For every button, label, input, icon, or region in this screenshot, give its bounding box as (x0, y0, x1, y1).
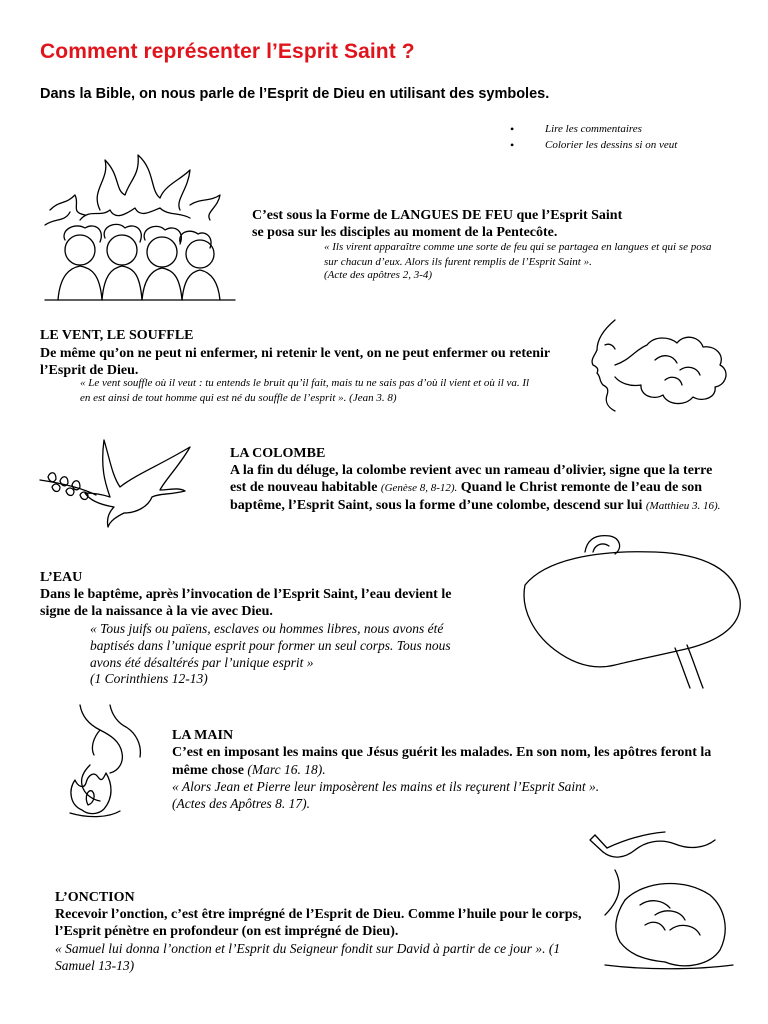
fire-line-2: se posa sur les disciples au moment de la Pentecôte. (252, 225, 558, 240)
fire-quote: « Ils virent apparaître comme une sorte de feu qui se partagea en langues et qui se posa sur chacun d’eux. Alors ils furent remplis de l’Esprit Saint ». (324, 241, 712, 268)
breath-illustration (585, 315, 735, 415)
dove-text (230, 462, 730, 515)
anointing-text: Recevoir l’onction, c’est être imprégné de l’Esprit de Dieu. Comme l’huile pour le corps, l’Esprit pénètre en profondeur (on est imprégné de Dieu). (55, 907, 582, 939)
anointing-illustration (585, 830, 735, 970)
dove-text-b: Quand le Christ remonte de l’eau de son baptême, l’Esprit Saint, sous la forme d’une colombe, descend sur lui (230, 480, 703, 513)
water-quote: « Tous juifs ou païens, esclaves ou hommes libres, nous avons été baptisés dans l’unique esprit pour former un seul corps. Tous nous avons été désaltérés par l’unique esprit » (90, 621, 451, 670)
page-title: Comment représenter l’Esprit Saint ? (40, 40, 415, 63)
dove-text-a: A la fin du déluge, la colombe revient avec un rameau d’olivier, signe que la terre est de nouveau habitable (230, 463, 713, 495)
water-heading: L’EAU (40, 570, 83, 585)
wind-heading: LE VENT, LE SOUFFLE (40, 328, 194, 343)
hand-quote: « Alors Jean et Pierre leur imposèrent les mains et ils reçurent l’Esprit Saint ». (172, 779, 600, 794)
hand-quote-reference: (Actes des Apôtres 8. 17). (172, 796, 310, 811)
fire-reference: (Acte des apôtres 2, 3-4) (324, 269, 433, 281)
page-subtitle: Dans la Bible, on nous parle de l’Esprit de Dieu en utilisant des symboles. (40, 86, 550, 102)
hand-text (172, 744, 732, 779)
hand-text-main: C’est en imposant les mains que Jésus guérit les malades. En son nom, les apôtres feront la même chose (172, 745, 712, 778)
instructions-list (510, 121, 677, 153)
water-text: Dans le baptême, après l’invocation de l’Esprit Saint, l’eau devient le signe de la naissance à la vie avec Dieu. (40, 587, 452, 619)
fire-line-1: C’est sous la Forme de LANGUES DE FEU que l’Esprit Saint (252, 208, 623, 223)
dove-reference-b: (Matthieu 3. 16). (645, 500, 721, 512)
hand-heading: LA MAIN (172, 728, 234, 743)
hand-reference: (Marc 16. 18). (247, 762, 326, 777)
wind-text: De même qu’on ne peut ni enfermer, ni retenir le vent, on ne peut enfermer ou retenir l’Esprit de Dieu. (40, 346, 550, 378)
tongues-of-fire-illustration (40, 150, 240, 300)
hand-illustration (60, 705, 150, 825)
instruction-item: • Lire les commentaires (510, 121, 677, 137)
dove-illustration (40, 435, 200, 530)
instruction-item: • Colorier les dessins si on veut (510, 137, 677, 153)
anointing-heading: L’ONCTION (55, 890, 135, 905)
dove-heading: LA COLOMBE (230, 446, 326, 461)
wind-quote: « Le vent souffle où il veut : tu entends le bruit qu’il fait, mais tu ne sais pas d’où il vient et où il va. Il en est ainsi de tout homme qui est né du souffle de l’esprit ». (Jean 3. 8) (80, 377, 530, 404)
water-reference: (1 Corinthiens 12-13) (90, 671, 208, 686)
anointing-quote: « Samuel lui donna l’onction et l’Esprit du Seigneur fondit sur David à partir de ce jour ». (1 Samuel 13-13) (55, 941, 561, 973)
dove-reference-a: (Genèse 8, 8-12). (380, 482, 458, 494)
water-jug-illustration (515, 530, 745, 690)
